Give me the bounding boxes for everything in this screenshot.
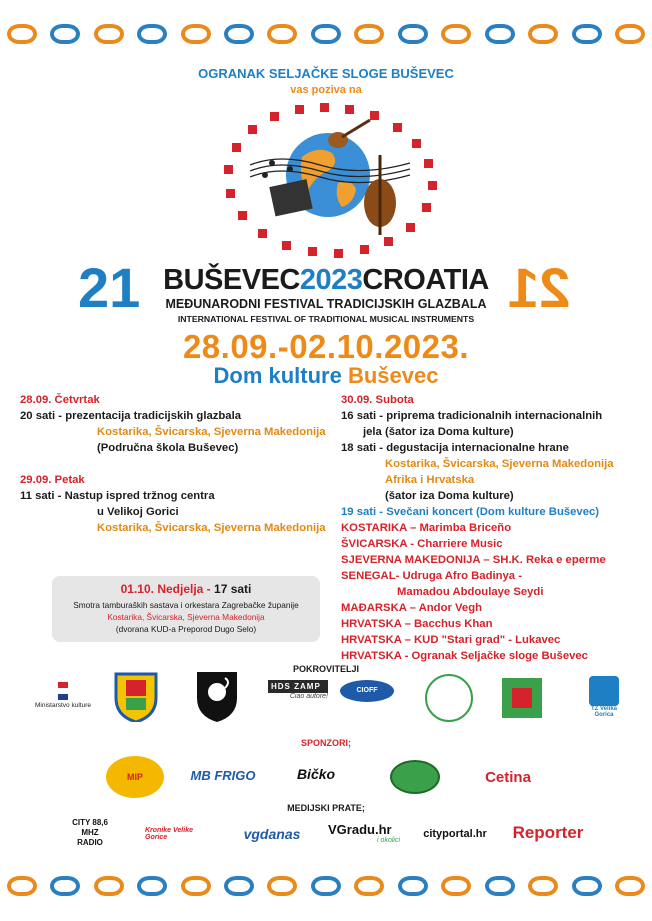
kronike-logo: Kronike Velike Gorice xyxy=(145,827,193,841)
day3-line7: 19 sati - Svečani koncert (Dom kulture Buševec) xyxy=(341,506,600,518)
sunday-heading xyxy=(52,582,320,596)
city-radio-logo: CITY 88,6 MHZ RADIO xyxy=(72,818,108,847)
day2-line1: 11 sati - Nastup ispred tržnog centra xyxy=(20,490,215,502)
mb-frigo-logo: MB FRIGO xyxy=(190,767,256,783)
forest-brand-logo xyxy=(390,760,440,794)
sunday-box xyxy=(52,576,320,642)
hds-zamp-tagline: Ciao autore! xyxy=(289,693,328,700)
performer-4: SENEGAL- Udruga Afro Badinya - xyxy=(341,570,522,582)
venue-part-b: Buševec xyxy=(347,363,439,388)
organizer: OGRANAK SELJAČKE SLOGE BUŠEVEC xyxy=(198,66,454,81)
hds-zamp-logo xyxy=(268,680,328,716)
festival-name-left: BUŠEVEC xyxy=(163,264,300,296)
vgdanas-logo: vgdanas xyxy=(243,826,301,842)
performer-1: KOSTARIKA – Marimba Briceño xyxy=(341,522,512,534)
performer-6: HRVATSKA – Bacchus Khan xyxy=(341,618,493,630)
coat-of-arms-zagreb-county-icon xyxy=(112,670,160,722)
day3-line6: (šator iza Doma kulture) xyxy=(385,490,514,502)
media-label: MEDIJSKI PRATE; xyxy=(287,803,365,813)
sunday-line1: Smotra tamburaških sastava i orkestara Zagrebačke županije xyxy=(73,600,299,610)
day1-heading: 28.09. Četvrtak xyxy=(20,394,100,406)
cetina-logo: Cetina xyxy=(485,768,531,786)
performer-2: ŠVICARSKA - Charriere Music xyxy=(341,538,503,550)
festival-dates: 28.09.-02.10.2023. xyxy=(182,328,470,365)
invite-text: vas poziva na xyxy=(290,84,362,96)
reporter-logo: Reporter xyxy=(512,823,584,842)
day2-line2: u Velikoj Gorici xyxy=(97,506,179,518)
bicko-logo: Bičko xyxy=(296,766,336,782)
hds-zamp-text: HDS ZAMP xyxy=(268,680,328,693)
vgradu-text: VGradu.hr xyxy=(328,822,392,837)
festival-name xyxy=(156,264,496,296)
zagreb-county-logo xyxy=(502,678,542,718)
festival-year: 2023 xyxy=(299,264,363,296)
day2-heading: 29.09. Petak xyxy=(20,474,85,486)
bottom-ornament-border xyxy=(0,866,652,906)
globe-instruments-illustration xyxy=(210,95,450,260)
sponsors-label: SPONZORI; xyxy=(300,738,351,748)
top-ornament-border xyxy=(0,14,652,54)
day3-heading: 30.09. Subota xyxy=(341,394,414,406)
tz-velika-gorica-logo xyxy=(584,676,624,716)
edition-left: 21 xyxy=(78,256,141,319)
day1-line1: 20 sati - prezentacija tradicijskih glazbala xyxy=(20,410,242,422)
subtitle-hr: MEĐUNARODNI FESTIVAL TRADICIJSKIH GLAZBALA xyxy=(165,297,487,311)
performer-3: SJEVERNA MAKEDONIJA – SH.K. Reka e eperme xyxy=(341,554,606,566)
performer-4b: Mamadou Abdoulaye Seydi xyxy=(397,586,544,598)
tz-velika-gorica-text: TZ Velika Gorica xyxy=(590,706,617,718)
day3-line5: Afrika i Hrvatska xyxy=(385,474,475,486)
day3-line1: 16 sati - priprema tradicionalnih internacionalnih xyxy=(341,410,603,422)
day2-line3: Kostarika, Švicarska, Sjeverna Makedonija xyxy=(97,522,326,534)
ministry-logo xyxy=(28,678,98,720)
performer-7: HRVATSKA – KUD "Stari grad" - Lukavec xyxy=(341,634,561,646)
cioff-text: CIOFF CROATIA xyxy=(340,680,394,702)
vgradu-logo xyxy=(328,822,400,848)
ministry-logo-text: Ministarstvo kulture xyxy=(35,702,91,709)
schedule-left xyxy=(20,392,330,536)
cityportal-logo: cityportal.hr xyxy=(423,828,487,840)
festival-venue xyxy=(0,363,652,389)
sunday-time: 17 sati xyxy=(214,582,252,596)
festival-name-right: CROATIA xyxy=(362,264,489,296)
cioff-logo xyxy=(340,680,402,720)
day3-line3: 18 sati - degustacija internacionalne hrane xyxy=(341,442,569,454)
sunday-line3: (dvorana KUD-a Preporod Dugo Selo) xyxy=(115,624,257,634)
schedule-right xyxy=(341,392,641,664)
vgradu-tagline: i okolici xyxy=(377,837,400,844)
performer-5: MAĐARSKA – Andor Vegh xyxy=(341,602,483,614)
venue-part-a: Dom kulture xyxy=(213,363,342,388)
sunday-line2: Kostarika, Švicarska, Sjeverna Makedonija xyxy=(107,612,265,622)
sunday-date: 01.10. Nedjelja - xyxy=(120,582,211,596)
patrons-label: POKROVITELJI xyxy=(292,664,359,674)
day3-line2: jela (šator iza Doma kulture) xyxy=(363,426,514,438)
edition-right: 21 xyxy=(508,256,571,319)
subtitle-en: INTERNATIONAL FESTIVAL OF TRADITIONAL MUSICAL INSTRUMENTS xyxy=(177,314,475,324)
coat-of-arms-velika-gorica-icon xyxy=(195,670,239,722)
tourism-association-logo xyxy=(425,674,473,722)
mip-logo: MIP xyxy=(106,756,164,798)
day1-line3: (Područna škola Buševec) xyxy=(97,442,239,454)
performer-8: HRVATSKA - Ogranak Seljačke sloge Buševec xyxy=(341,650,588,662)
day1-line2: Kostarika, Švicarska, Sjeverna Makedonija xyxy=(97,426,326,438)
day3-line4: Kostarika, Švicarska, Sjeverna Makedonija xyxy=(385,458,614,470)
